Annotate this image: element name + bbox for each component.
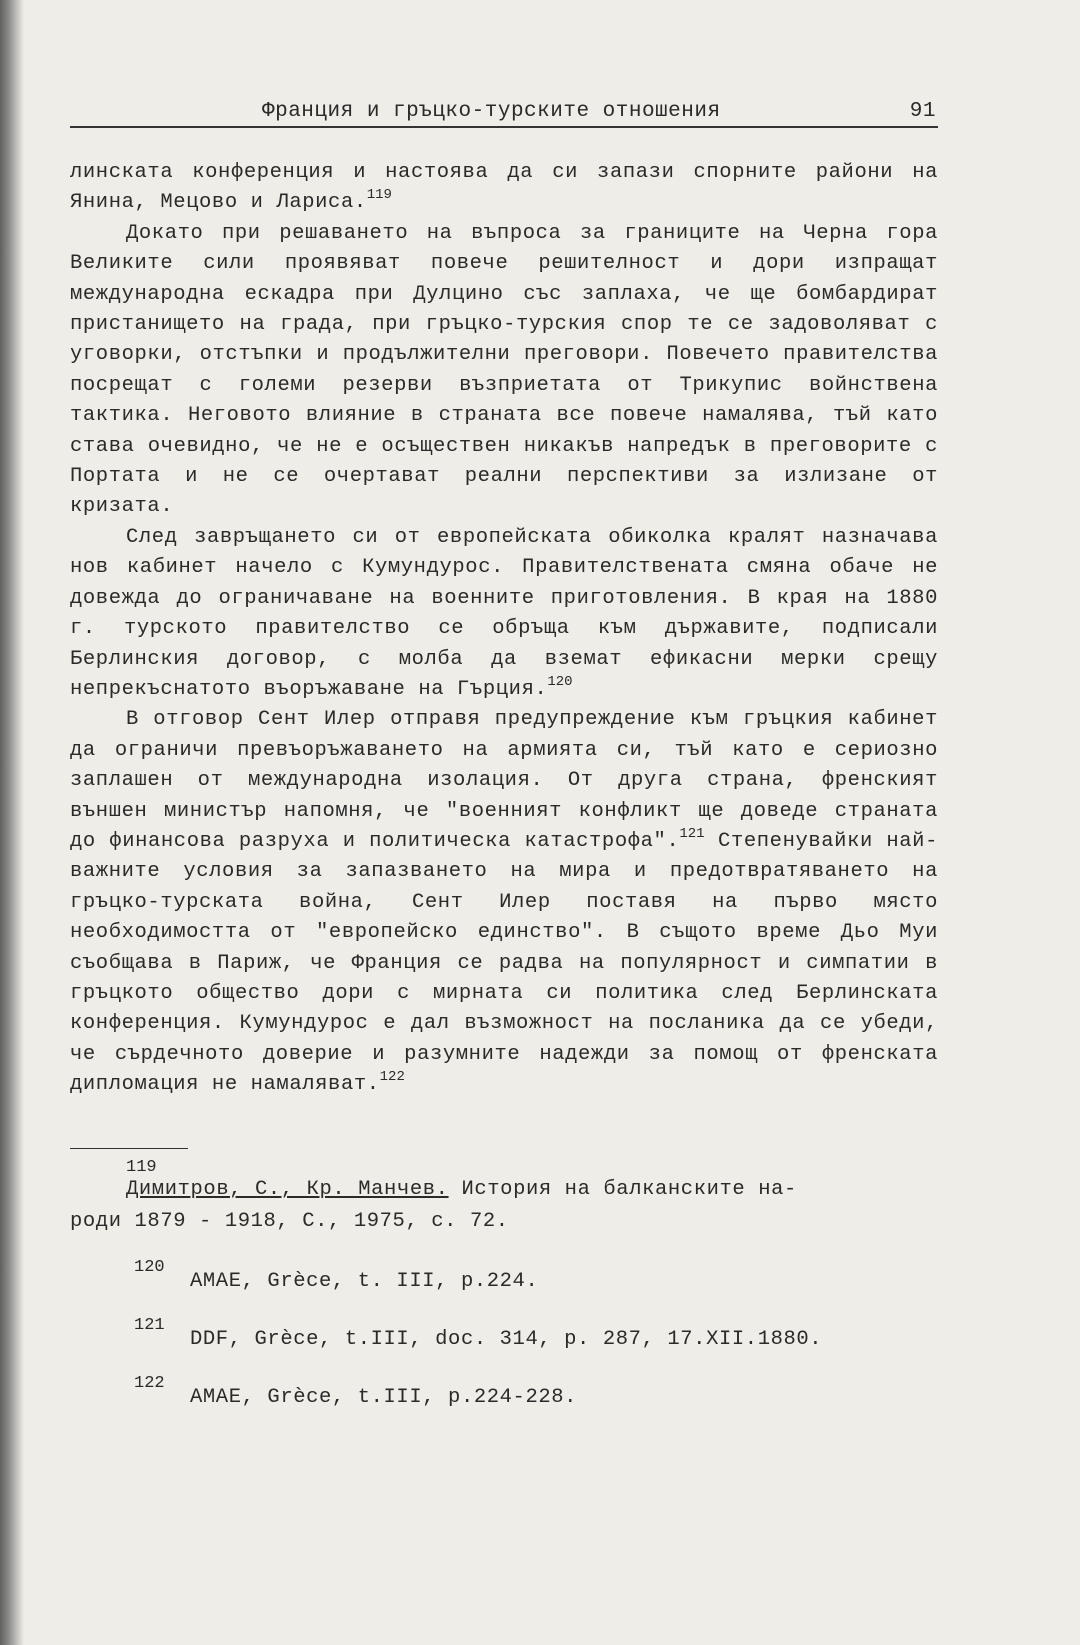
footnote-ref-122[interactable]: 122 bbox=[379, 1069, 405, 1086]
footnote-ref-120[interactable]: 120 bbox=[547, 673, 573, 690]
paragraph-4-text-a: В отговор Сент Илер отправя предупреждение към гръцкия кабинет да ограничи превъоръжаването на армията си, тъй като е сериозно заплашен от международна изолация. От друга страна, френският външен министър напомня, че "военният конфликт ще доведе страната до финансова разруха и политическа катастрофа". bbox=[70, 708, 938, 853]
paragraph-4 bbox=[70, 705, 938, 1100]
footnote-122 bbox=[70, 1368, 938, 1412]
paragraph-1 bbox=[70, 158, 938, 219]
footnote-120 bbox=[70, 1252, 938, 1296]
paragraph-3-text: След завръщането си от европейската обиколка кралят назначава нов кабинет начело с Кумундурос. Правителствената смяна обаче не довежда до ограничаване на военните приготовления. В края на 1880 г. турското правителство се обръща към държавите, подписали Берлинския договор, с молба да вземат ефикасни мерки срещу непрекъснатото въоръжаване на Гърция. bbox=[70, 525, 938, 701]
footnote-number: 121 bbox=[134, 1316, 165, 1335]
footnote-text: AMAE, Grèce, t. III, p.224. bbox=[190, 1270, 539, 1293]
footnote-authors: Димитров, С., Кр. Манчев. bbox=[126, 1178, 449, 1201]
footnote-text: AMAE, Grèce, t.III, p.224-228. bbox=[190, 1386, 578, 1409]
footnote-number: 122 bbox=[134, 1374, 165, 1393]
footnote-121 bbox=[70, 1310, 938, 1354]
header-rule bbox=[70, 126, 938, 128]
footnotes bbox=[70, 1160, 938, 1426]
footnote-separator bbox=[70, 1148, 188, 1149]
paragraph-3 bbox=[70, 523, 938, 705]
paragraph-2 bbox=[70, 219, 938, 523]
body-text bbox=[70, 158, 938, 1101]
footnote-text: История на балканските на- bbox=[448, 1178, 797, 1201]
paragraph-2-text: Докато при решаването на въпроса за границите на Черна гора Великите сили проявяват повече решителност и дори изпращат международна ескадра при Дулцино със заплаха, че ще бомбардират пристанището на града, при гръцко-турския спор те се задоволяват с уговорки, отстъпки и продължителни преговори. Повечето правителства посрещат с големи резерви възприетата от Трикупис войнствена тактика. Неговото влияние в страната все повече намалява, тъй като става очевидно, че не е осъществен никакъв напредък в преговорите с Портата и не се очертават реални перспективи за излизане от кризата. bbox=[70, 221, 938, 519]
footnote-line: роди 1879 - 1918, С., 1975, с. 72. bbox=[70, 1210, 509, 1233]
paragraph-4-text-b: Степенувайки най-важните условия за запазването на мира и предотвратяването на гръцко-турската война, Сент Илер поставя на първо място необходимостта от "европейско единство". В същото време Дьо Муи съобщава в Париж, че Франция се радва на популярност и симпатии в гръцкото общество дори с мирната си политика след Берлинската конференция. Кумундурос е дал възможност на посланика да се убеди, че сърдечното доверие и разумните надежди за помощ от френската дипломация не намаляват. bbox=[70, 829, 938, 1097]
footnote-text: DDF, Grèce, t.III, doc. 314, p. 287, 17.XII.1880. bbox=[190, 1328, 823, 1351]
footnote-number: 120 bbox=[134, 1258, 165, 1277]
footnote-119 bbox=[70, 1160, 938, 1238]
running-header-title: Франция и гръцко-турските отношения bbox=[262, 100, 721, 123]
running-header bbox=[70, 98, 938, 126]
page-number: 91 bbox=[909, 100, 936, 123]
footnote-ref-121[interactable]: 121 bbox=[679, 825, 705, 842]
paragraph-1-text: линската конференция и настоява да си запази спорните райони на Янина, Мецово и Лариса. bbox=[70, 161, 938, 215]
footnote-line bbox=[70, 1174, 938, 1206]
footnote-number: 119 bbox=[126, 1158, 157, 1177]
footnote-ref-119[interactable]: 119 bbox=[366, 187, 392, 204]
